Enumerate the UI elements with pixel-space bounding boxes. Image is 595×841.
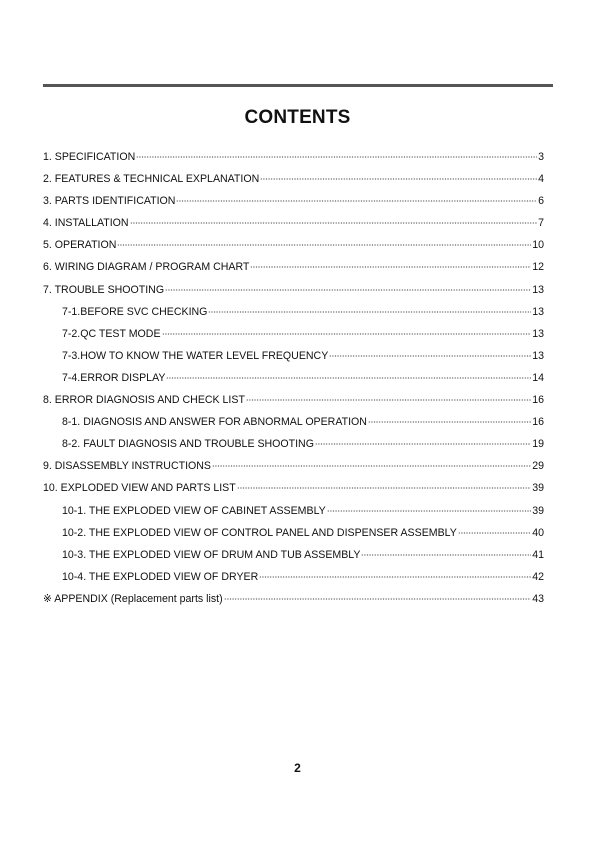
toc-leader-dots bbox=[130, 214, 538, 224]
toc-entry-page: 4 bbox=[538, 173, 544, 186]
table-of-contents bbox=[43, 150, 544, 614]
toc-entry-page: 16 bbox=[532, 394, 544, 407]
toc-entry-label: 5. OPERATION bbox=[43, 239, 117, 252]
toc-entry[interactable] bbox=[43, 238, 544, 260]
toc-subentry[interactable] bbox=[43, 415, 544, 437]
toc-entry[interactable] bbox=[43, 172, 544, 194]
toc-subentry[interactable] bbox=[43, 526, 544, 548]
header-rule bbox=[43, 84, 553, 87]
toc-entry[interactable] bbox=[43, 150, 544, 172]
toc-leader-dots bbox=[315, 435, 531, 445]
toc-subentry[interactable] bbox=[43, 504, 544, 526]
toc-entry-page: 13 bbox=[532, 283, 544, 296]
toc-entry-page: 41 bbox=[532, 548, 544, 561]
toc-leader-dots bbox=[208, 303, 531, 313]
toc-leader-dots bbox=[259, 568, 531, 578]
toc-entry-page: 42 bbox=[532, 570, 544, 583]
toc-entry-label: 7. TROUBLE SHOOTING bbox=[43, 283, 165, 296]
toc-entry[interactable] bbox=[43, 260, 544, 282]
toc-subentry[interactable] bbox=[43, 305, 544, 327]
toc-entry[interactable] bbox=[43, 393, 544, 415]
toc-entry-page: 16 bbox=[532, 416, 544, 429]
toc-entry-page: 39 bbox=[532, 482, 544, 495]
toc-entry-page: 13 bbox=[532, 327, 544, 340]
toc-entry-label: 7-1.BEFORE SVC CHECKING bbox=[62, 305, 208, 318]
toc-leader-dots bbox=[361, 546, 531, 556]
toc-entry-page: 12 bbox=[532, 261, 544, 274]
toc-leader-dots bbox=[117, 236, 531, 246]
toc-leader-dots bbox=[327, 502, 531, 512]
toc-entry-label: 9. DISASSEMBLY INSTRUCTIONS bbox=[43, 460, 211, 473]
toc-entry-label: 10-4. THE EXPLODED VIEW OF DRYER bbox=[62, 570, 259, 583]
toc-entry-page: 3 bbox=[538, 151, 544, 163]
toc-entry-label: 10. EXPLODED VIEW AND PARTS LIST bbox=[43, 482, 236, 495]
toc-entry-label: 10-2. THE EXPLODED VIEW OF CONTROL PANEL AND DISPENSER ASSEMBLY bbox=[62, 526, 457, 539]
page-number: 2 bbox=[294, 761, 301, 775]
toc-entry-label: 6. WIRING DIAGRAM / PROGRAM CHART bbox=[43, 261, 250, 274]
toc-entry-label: 1. SPECIFICATION bbox=[43, 151, 136, 163]
toc-leader-dots bbox=[329, 347, 531, 357]
toc-leader-dots bbox=[212, 457, 531, 467]
toc-entry-page: 13 bbox=[532, 305, 544, 318]
toc-leader-dots bbox=[260, 170, 537, 180]
toc-entry-label: 3. PARTS IDENTIFICATION bbox=[43, 195, 176, 208]
toc-entry-page: 6 bbox=[538, 195, 544, 208]
toc-entry-label: ※ APPENDIX (Replacement parts list) bbox=[43, 592, 223, 605]
toc-subentry[interactable] bbox=[43, 327, 544, 349]
toc-entry[interactable] bbox=[43, 194, 544, 216]
toc-entry-label: 10-1. THE EXPLODED VIEW OF CABINET ASSEMBLY bbox=[62, 504, 326, 517]
toc-leader-dots bbox=[224, 590, 532, 600]
toc-leader-dots bbox=[458, 524, 531, 534]
toc-entry-label: 8-2. FAULT DIAGNOSIS AND TROUBLE SHOOTING bbox=[62, 438, 314, 451]
toc-leader-dots bbox=[250, 258, 531, 268]
toc-leader-dots bbox=[368, 413, 531, 423]
toc-entry-label: 8. ERROR DIAGNOSIS AND CHECK LIST bbox=[43, 394, 245, 407]
toc-entry-page: 7 bbox=[538, 217, 544, 230]
toc-entry-label: 8-1. DIAGNOSIS AND ANSWER FOR ABNORMAL OPERATION bbox=[62, 416, 367, 429]
toc-subentry[interactable] bbox=[43, 437, 544, 459]
page-title: CONTENTS bbox=[244, 107, 351, 128]
toc-entry-page: 29 bbox=[532, 460, 544, 473]
toc-leader-dots bbox=[162, 325, 532, 335]
toc-entry-page: 14 bbox=[532, 371, 544, 384]
toc-leader-dots bbox=[246, 391, 531, 401]
toc-entry[interactable] bbox=[43, 481, 544, 503]
toc-entry-page: 10 bbox=[532, 239, 544, 252]
toc-subentry[interactable] bbox=[43, 570, 544, 592]
toc-entry[interactable] bbox=[43, 592, 544, 614]
toc-entry-label: 7-4.ERROR DISPLAY bbox=[62, 371, 166, 384]
toc-entry[interactable] bbox=[43, 459, 544, 481]
toc-entry[interactable] bbox=[43, 283, 544, 305]
toc-subentry[interactable] bbox=[43, 349, 544, 371]
toc-leader-dots bbox=[237, 479, 531, 489]
toc-entry-page: 19 bbox=[532, 438, 544, 451]
toc-entry-label: 7-3.HOW TO KNOW THE WATER LEVEL FREQUENCY bbox=[62, 349, 329, 362]
toc-leader-dots bbox=[165, 281, 531, 291]
toc-entry-label: 10-3. THE EXPLODED VIEW OF DRUM AND TUB ASSEMBLY bbox=[62, 548, 361, 561]
toc-entry-page: 39 bbox=[532, 504, 544, 517]
toc-entry[interactable] bbox=[43, 216, 544, 238]
toc-leader-dots bbox=[166, 369, 531, 379]
toc-entry-page: 13 bbox=[532, 349, 544, 362]
toc-subentry[interactable] bbox=[43, 371, 544, 393]
toc-entry-page: 40 bbox=[532, 526, 544, 539]
toc-entry-label: 7-2.QC TEST MODE bbox=[62, 327, 161, 340]
toc-leader-dots bbox=[176, 192, 537, 202]
toc-entry-label: 2. FEATURES & TECHNICAL EXPLANATION bbox=[43, 173, 260, 186]
toc-leader-dots bbox=[136, 148, 537, 158]
toc-entry-label: 4. INSTALLATION bbox=[43, 217, 129, 230]
toc-entry-page: 43 bbox=[532, 592, 544, 605]
toc-subentry[interactable] bbox=[43, 548, 544, 570]
